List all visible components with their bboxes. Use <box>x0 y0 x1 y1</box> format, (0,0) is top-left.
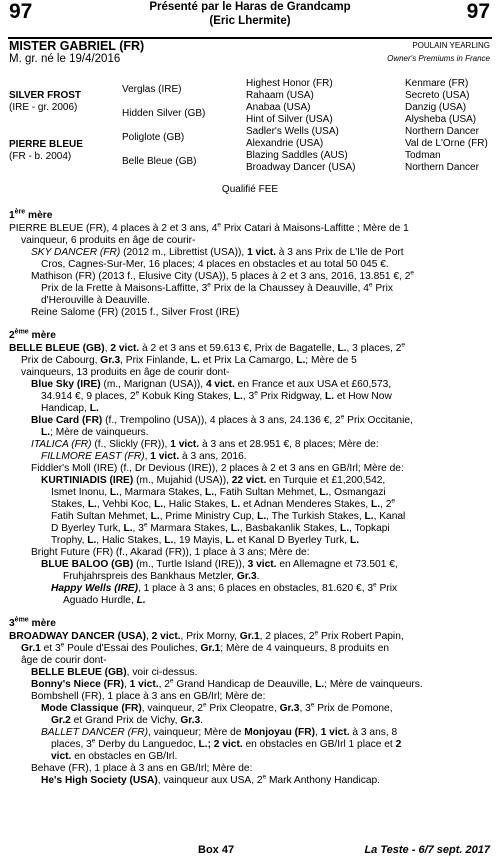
note-line: Ismet Inonu, L., Marmara Stakes, L., Fatih Sultan Mehmet, L., Osmangazi <box>51 487 386 498</box>
great-grandparent: Highest Honor (FR) <box>246 78 333 89</box>
note-line: BALLET DANCER (FR), vainqueur; Mère de Monjoyau (FR), 1 vict. à 3 ans, 8 <box>41 727 398 738</box>
section-heading-m1: 1ère mère <box>9 208 53 221</box>
owners-premium-note: Owner's Premiums in France <box>387 54 490 63</box>
note-line: Handicap, L. <box>41 403 99 414</box>
grandparent: Hidden Silver (GB) <box>122 108 206 119</box>
note-line: Prix de Cabourg, Gr.3, Prix Finlande, L. et Prix La Camargo, L.; Mère de 5 <box>21 355 357 366</box>
note-line: Mode Classique (FR), vainqueur, 2e Prix Cleopatre, Gr.3, 3e Prix de Pomone, <box>41 701 393 714</box>
great-great-grandparent: Alysheba (USA) <box>405 114 477 125</box>
great-great-grandparent: Secreto (USA) <box>405 90 470 101</box>
note-line: Blue Card (FR) (f., Trempolino (USA)), 4 places à 3 ans, 24.136 €, 2e Prix Occitanie, <box>31 413 413 426</box>
note-line: PIERRE BLEUE (FR), 4 places à 2 et 3 ans, 4e Prix Catari à Maisons-Laffitte ; Mère de 1 <box>9 221 409 234</box>
dam-name: PIERRE BLEUE <box>9 139 83 150</box>
sire-info: (IRE - gr. 2006) <box>9 102 78 113</box>
note-line: Blue Sky (IRE) (m., Marignan (USA)), 4 vict. en France et aux USA et £60,573, <box>31 379 392 390</box>
sale-venue-date: La Teste - 6/7 sept. 2017 <box>364 844 490 856</box>
note-line: D Byerley Turk, L., 3e Marmara Stakes, L., Basbakanlik Stakes, L., Topkapi <box>51 521 390 534</box>
note-line: Cros, Cagnes-Sur-Mer, 16 places; 4 places en obstacles et au total 50 045 €. <box>41 259 389 270</box>
dam-info: (FR - b. 2004) <box>9 151 72 162</box>
great-grandparent: Hint of Silver (USA) <box>246 114 333 125</box>
note-line: Fiddler's Moll (IRE) (f., Dr Devious (IRE)), 2 places à 2 et 3 ans en GB/Irl; Mère de: <box>31 463 404 474</box>
note-line: vainqueur, 6 produits en âge de courir- <box>21 235 196 246</box>
note-line: Gr.2 et Grand Prix de Vichy, Gr.3. <box>51 715 203 726</box>
presenter-name: Présenté par le Haras de Grandcamp <box>149 1 351 13</box>
great-great-grandparent: Val de L'Orne (FR) <box>405 138 488 149</box>
great-great-grandparent: Northern Dancer <box>405 162 479 173</box>
note-line: Fatih Sultan Mehmet, L., Prime Ministry Cup, L., The Turkish Stakes, L., Kanal <box>51 511 406 522</box>
horse-name: MISTER GABRIEL (FR) <box>9 39 145 53</box>
presenter <box>110 0 390 28</box>
great-grandparent: Anabaa (USA) <box>246 102 311 113</box>
note-line: KURTINIADIS (IRE) (m., Mujahid (USA)), 22 vict. en Turquie et £1,200,542, <box>41 475 386 486</box>
note-line: BELLE BLEUE (GB), 2 vict. à 2 et 3 ans et 59.613 €, Prix de Bagatelle, L., 3 places, 2e <box>9 341 406 354</box>
note-line: Happy Wells (IRE), 1 place à 3 ans; 6 places en obstacles, 81.620 €, 3e Prix <box>51 581 398 594</box>
presenter-contact: (Eric Lhermite) <box>209 15 291 27</box>
note-line: Behave (FR), 1 place à 3 ans en GB/Irl; Mère de: <box>31 763 253 774</box>
note-line: Mathison (FR) (2013 f., Elusive City (USA)), 5 places à 2 et 3 ans, 2016, 13.851 €, 2e <box>31 269 415 282</box>
grandparent: Verglas (IRE) <box>122 84 182 95</box>
note-line: âge de courir dont- <box>21 655 107 666</box>
great-great-grandparent: Northern Dancer <box>405 126 479 137</box>
note-line: Trophy, L., Halic Stakes, L., 19 Mayis, L. et Kanal D Byerley Turk, L. <box>51 535 360 546</box>
note-line: BLUE BALOO (GB) (m., Turtle Island (IRE)), 3 vict. en Allemagne et 73.501 €, <box>41 559 398 570</box>
great-great-grandparent: Todman <box>405 150 441 161</box>
note-line: He's High Society (USA), vainqueur aux USA, 2e Mark Anthony Handicap. <box>41 773 380 786</box>
note-line: BROADWAY DANCER (USA), 2 vict., Prix Morny, Gr.1, 2 places, 2e Prix Robert Papin, <box>9 629 404 642</box>
note-line: 34.914 €, 9 places, 2e Kobuk King Stakes, L., 3e Prix Ridgway, L. et How Now <box>41 389 392 402</box>
note-line: vainqueurs, 13 produits en âge de courir dont- <box>21 367 230 378</box>
horse-category: POULAIN YEARLING <box>412 41 490 50</box>
note-line: Fruhjahrspreis des Bankhaus Metzler, Gr.3. <box>63 571 260 582</box>
note-line: Gr.1 et 3e Poule d'Essai des Pouliches, Gr.1; Mère de 4 vainqueurs, 8 produits en <box>21 641 390 654</box>
note-line: d'Herouville à Deauville. <box>41 295 150 306</box>
great-grandparent: Sadler's Wells (USA) <box>246 126 339 137</box>
grandparent: Poliglote (GB) <box>122 132 185 143</box>
great-great-grandparent: Kenmare (FR) <box>405 78 469 89</box>
note-line: BELLE BLEUE (GB), voir ci-dessus. <box>31 667 198 678</box>
note-line: Bonny's Niece (FR), 1 vict., 2e Grand Handicap de Deauville, L.; Mère de vainqueurs. <box>31 677 423 690</box>
note-line: ITALICA (FR) (f., Slickly (FR)), 1 vict. à 3 ans et 28.951 €, 8 places; Mère de: <box>31 439 379 450</box>
great-grandparent: Blazing Saddles (AUS) <box>246 150 348 161</box>
sire-name: SILVER FROST <box>9 90 82 101</box>
section-heading-m2: 2ème mère <box>9 328 56 341</box>
lot-number-left: 97 <box>9 0 33 23</box>
qualification-note: Qualifié FEE <box>221 184 279 195</box>
note-line: Aguado Hurdle, L. <box>63 595 146 606</box>
lot-number-right: 97 <box>466 0 490 23</box>
note-line: places, 3e Derby du Languedoc, L.; 2 vict. en obstacles en GB/Irl 1 place et 2 <box>51 737 402 750</box>
box-number: Box 47 <box>198 844 235 856</box>
note-line: Prix de la Frette à Maisons-Laffitte, 3e Prix de la Chaussey à Deauville, 4e Prix <box>41 281 393 294</box>
note-line: Bright Future (FR) (f., Akarad (FR)), 1 place à 3 ans; Mère de: <box>31 547 310 558</box>
great-grandparent: Rahaam (USA) <box>246 90 314 101</box>
great-grandparent: Alexandrie (USA) <box>246 138 324 149</box>
note-line: vict. en obstacles en GB/Irl. <box>51 751 178 762</box>
note-line: FILLMORE EAST (FR), 1 vict. à 3 ans, 2016. <box>41 451 247 462</box>
note-line: Reine Salome (FR) (2015 f., Silver Frost (IRE) <box>31 307 240 318</box>
note-line: SKY DANCER (FR) (2012 m., Librettist (USA)), 1 vict. à 3 ans Prix de L'Ile de Port <box>31 247 404 258</box>
section-heading-m3: 3ème mère <box>9 616 56 629</box>
great-grandparent: Broadway Dancer (USA) <box>246 162 356 173</box>
grandparent: Belle Bleue (GB) <box>122 156 197 167</box>
horse-info: M. gr. né le 19/4/2016 <box>9 53 121 65</box>
great-great-grandparent: Danzig (USA) <box>405 102 467 113</box>
note-line: Bombshell (FR), 1 place à 3 ans en GB/Irl; Mère de: <box>31 691 266 702</box>
note-line: L.; Mère de vainqueurs. <box>41 427 149 438</box>
note-line: Stakes, L., Vehbi Koc, L., Halic Stakes, L. et Adnan Menderes Stakes, L., 2e <box>51 497 395 510</box>
